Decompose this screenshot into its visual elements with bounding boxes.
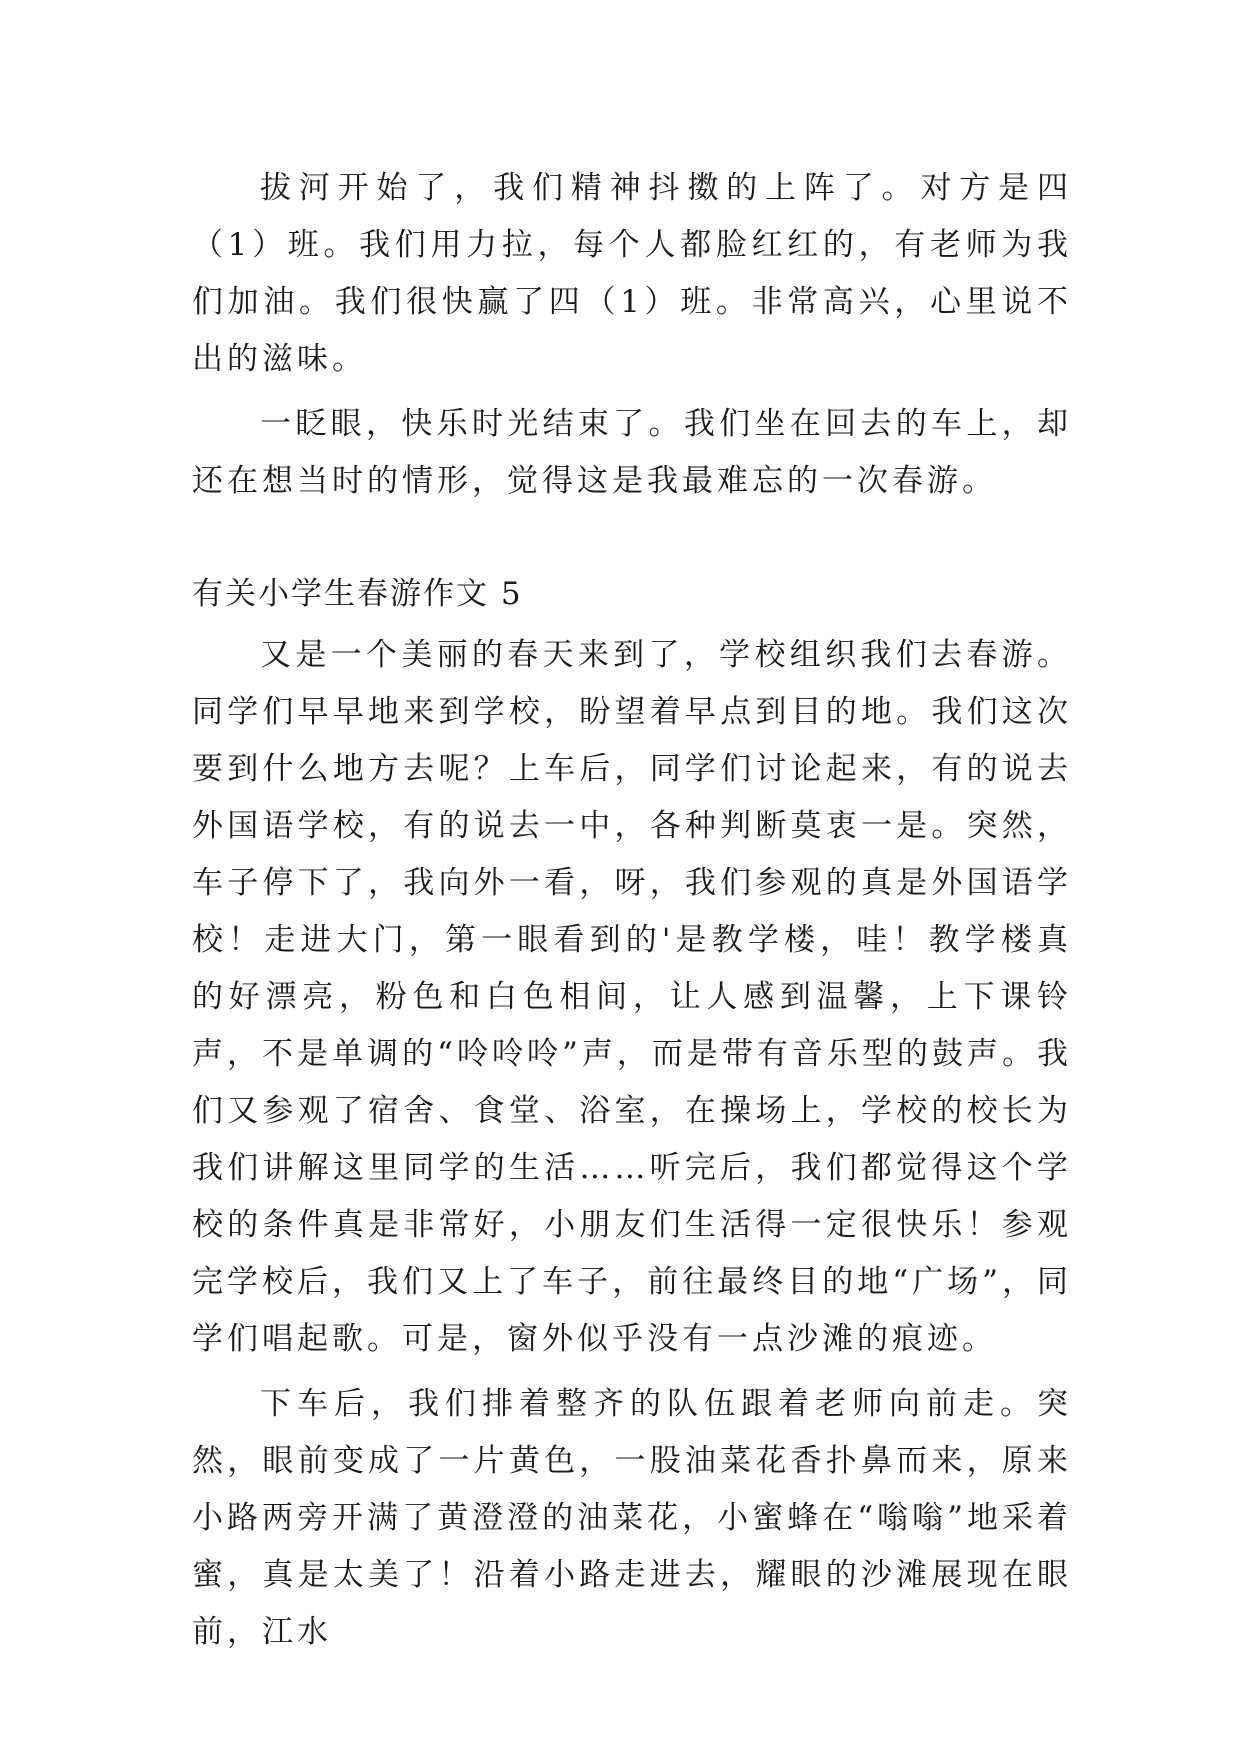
paragraph-trip-end: 一眨眼，快乐时光结束了。我们坐在回去的车上，却还在想当时的情形，觉得这是我最难忘的一次春游。 — [192, 406, 1072, 499]
document-body — [192, 160, 1072, 1661]
section-heading: 有关小学生春游作文 5 — [192, 576, 523, 612]
paragraph-rapeseed-field: 下车后，我们排着整齐的队伍跟着老师向前走。突然，眼前变成了一片黄色，一股油菜花香扑鼻而来，原来小路两旁开满了黄澄澄的油菜花，小蜜蜂在“嗡嗡”地采着蜜，真是太美了！沿着小路走进去，耀眼的沙滩展现在眼前，江水 — [192, 1386, 1072, 1650]
paragraph-tug-of-war: 拔河开始了，我们精神抖擞的上阵了。对方是四（1）班。我们用力拉，每个人都脸红红的，有老师为我们加油。我们很快赢了四（1）班。非常高兴，心里说不出的滋味。 — [192, 170, 1072, 377]
paragraph-school-visit: 又是一个美丽的春天来到了，学校组织我们去春游。同学们早早地来到学校，盼望着早点到目的地。我们这次要到什么地方去呢？上车后，同学们讨论起来，有的说去外国语学校，有的说去一中，各种判断莫衷一是。突然，车子停下了，我向外一看，呀，我们参观的真是外国语学校！走进大门，第一眼看到的'是教学楼，哇！教学楼真的好漂亮，粉色和白色相间，让人感到温馨，上下课铃声，不是单调的“呤呤呤”声，而是带有音乐型的鼓声。我们又参观了宿舍、食堂、浴室，在操场上，学校的校长为我们讲解这里同学的生活……听完后，我们都觉得这个学校的条件真是非常好，小朋友们生活得一定很快乐！参观完学校后，我们又上了车子，前往最终目的地“广场”，同学们唱起歌。可是，窗外似乎没有一点沙滩的痕迹。 — [192, 637, 1072, 1357]
